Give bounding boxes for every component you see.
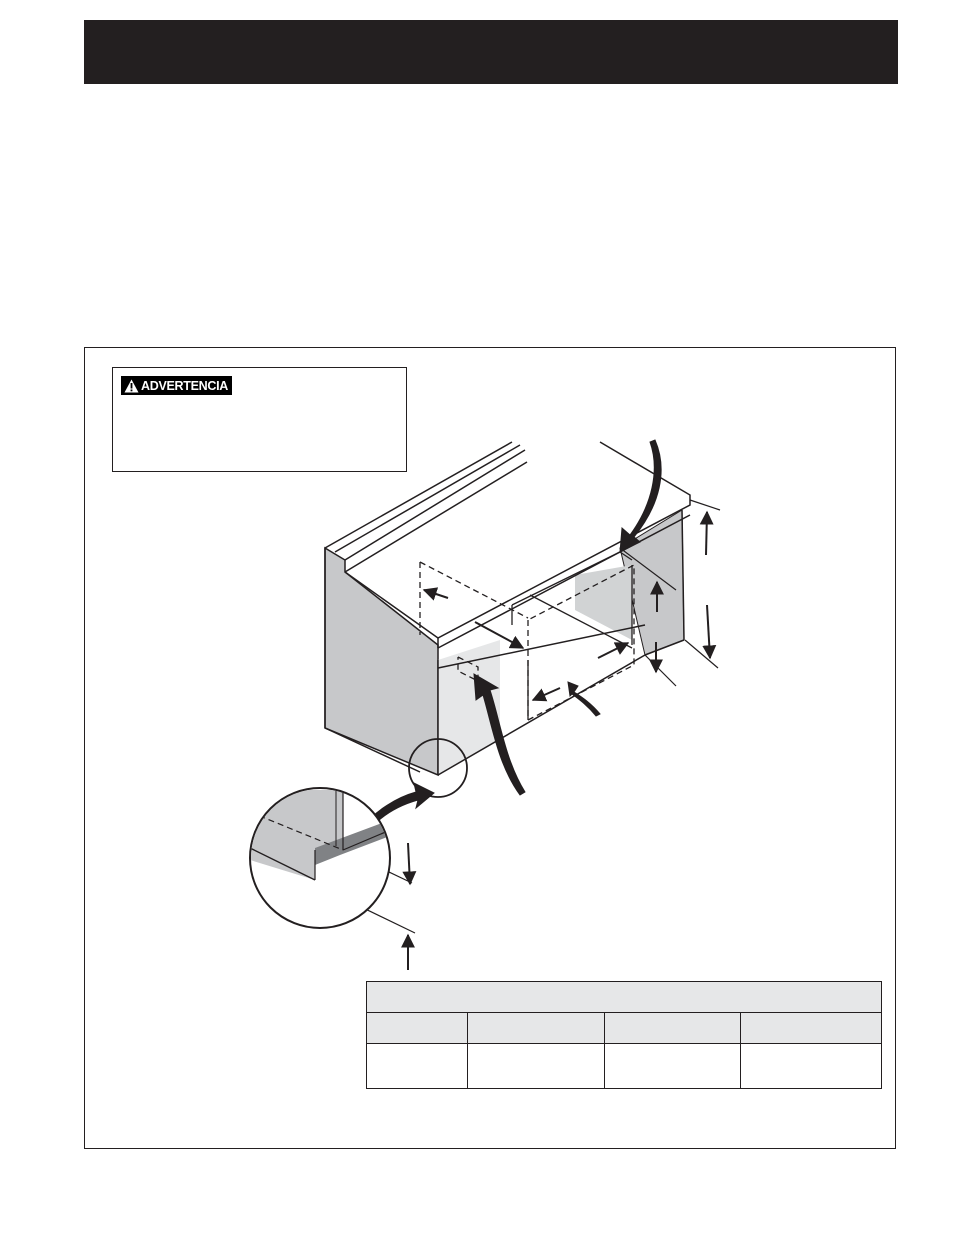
table-header-cell <box>741 1013 882 1044</box>
table-header-cell <box>605 1013 741 1044</box>
table-header-cell <box>367 1013 468 1044</box>
magnified-detail <box>250 788 395 928</box>
table-cell <box>605 1044 741 1089</box>
warning-badge-label: ADVERTENCIA <box>141 378 228 393</box>
table-cell <box>468 1044 605 1089</box>
table-cell <box>367 1044 468 1089</box>
table-header-row <box>367 1013 882 1044</box>
table-title-row <box>367 982 882 1013</box>
table-title-cell <box>367 982 882 1013</box>
table-cell <box>741 1044 882 1089</box>
dimensions-table <box>366 981 882 1089</box>
table-header-cell <box>468 1013 605 1044</box>
cabinet-left-panel <box>325 548 438 775</box>
table-row <box>367 1044 882 1089</box>
